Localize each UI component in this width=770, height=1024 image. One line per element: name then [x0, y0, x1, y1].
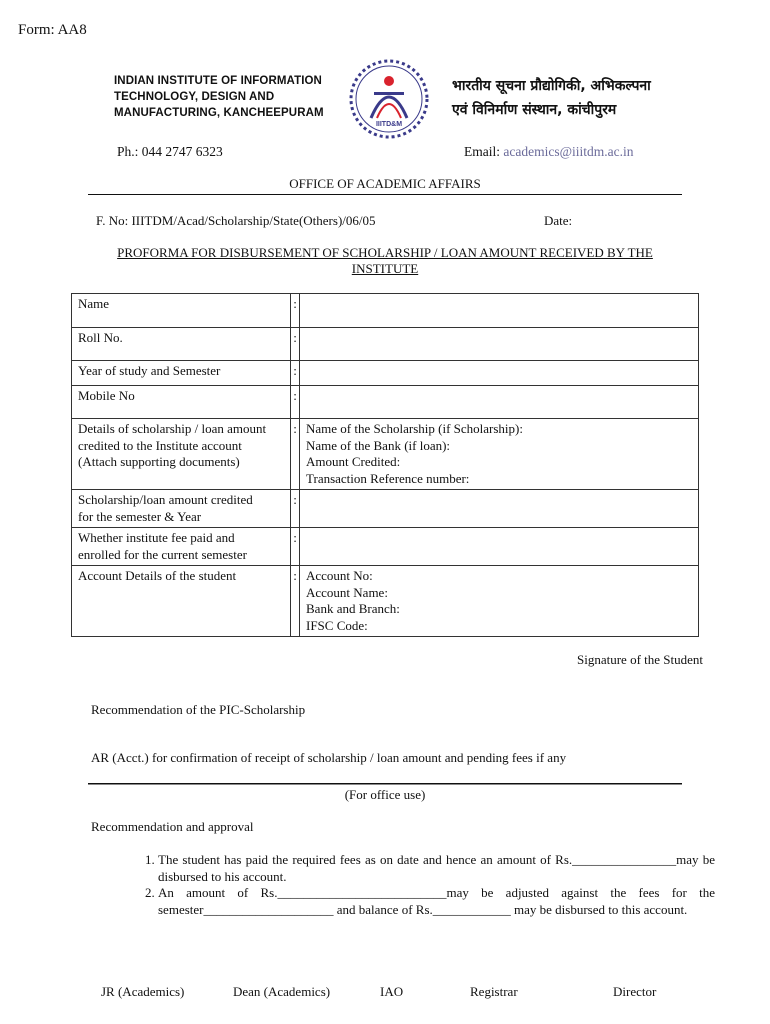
- institute-name-hindi-line: एवं विनिर्माण संस्थान, कांचीपुरम: [452, 102, 617, 118]
- row-label-line: for the semester & Year: [78, 508, 202, 524]
- office-use-divider: [88, 783, 682, 785]
- proforma-title-line: PROFORMA FOR DISBURSEMENT OF SCHOLARSHIP / LOAN AMOUNT RECEIVED BY THE: [117, 245, 653, 260]
- row-label-line: Year of study and Semester: [78, 363, 221, 378]
- field-line: Bank and Branch:: [306, 601, 400, 616]
- row-label: [72, 328, 291, 361]
- row-label-line: Account Details of the student: [78, 568, 237, 583]
- scholarship-details-field[interactable]: [300, 419, 699, 490]
- form-id: Form: AA8: [18, 22, 87, 38]
- approval-item: 1. The student has paid the required fees as on date and hence an amount of Rs.________________may be disbursed to his account.: [158, 852, 715, 885]
- row-label: [72, 361, 291, 386]
- institute-name-english: [114, 73, 324, 121]
- email-line: [464, 144, 634, 160]
- row-label-line: Roll No.: [78, 330, 123, 345]
- table-row: [72, 361, 699, 386]
- student-details-table: [71, 293, 699, 637]
- row-colon: :: [291, 566, 300, 637]
- proforma-title: [90, 245, 680, 277]
- field-line: Account No:: [306, 568, 373, 583]
- date-label: Date:: [544, 213, 573, 228]
- field-line: Account Name:: [306, 584, 388, 600]
- row-colon: :: [291, 328, 300, 361]
- institute-logo: [346, 56, 432, 142]
- approval-list: [122, 852, 715, 918]
- field-line: IFSC Code:: [306, 617, 368, 633]
- institute-name-hindi-line: भारतीय सूचना प्रौद्योगिकी, अभिकल्पना: [452, 78, 651, 94]
- file-number: F. No: IIITDM/Acad/Scholarship/State(Others)/06/05: [96, 213, 376, 228]
- field-line: Amount Credited:: [306, 454, 401, 469]
- row-label-line: credited to the Institute account: [78, 437, 242, 453]
- signatory-dean-academics: Dean (Academics): [233, 984, 331, 999]
- field-line: Name of the Bank (if loan):: [306, 437, 451, 453]
- header-divider: [88, 194, 682, 195]
- signatory-jr-academics: JR (Academics): [101, 984, 185, 999]
- office-use-heading: (For office use): [344, 787, 426, 802]
- row-label: [72, 386, 291, 419]
- field-line: Name of the Scholarship (if Scholarship):: [306, 421, 523, 436]
- row-label-line: (Attach supporting documents): [78, 454, 240, 469]
- row-colon: :: [291, 361, 300, 386]
- ar-confirmation-label: AR (Acct.) for confirmation of receipt of scholarship / loan amount and pending fees if any: [91, 750, 567, 765]
- row-label: [72, 566, 291, 637]
- roll-no-field[interactable]: [300, 328, 699, 361]
- row-colon: :: [291, 294, 300, 328]
- recommendation-approval-label: Recommendation and approval: [91, 819, 254, 834]
- row-label-line: Name: [78, 296, 110, 311]
- institute-name-line: TECHNOLOGY, DESIGN AND: [114, 91, 275, 103]
- institute-name-line: MANUFACTURING, KANCHEEPURAM: [114, 107, 324, 119]
- logo-text: IIITD&M: [375, 121, 403, 128]
- mobile-no-field[interactable]: [300, 386, 699, 419]
- row-label-line: Whether institute fee paid and: [78, 530, 235, 545]
- institute-name-line: INDIAN INSTITUTE OF INFORMATION: [114, 75, 322, 87]
- row-label-line: Scholarship/loan amount credited: [78, 492, 253, 507]
- name-field[interactable]: [300, 294, 699, 328]
- row-colon: :: [291, 528, 300, 566]
- row-label: [72, 490, 291, 528]
- row-label: [72, 294, 291, 328]
- row-colon: :: [291, 386, 300, 419]
- table-row: [72, 328, 699, 361]
- account-details-field[interactable]: [300, 566, 699, 637]
- row-colon: :: [291, 419, 300, 490]
- pic-recommendation-label: Recommendation of the PIC-Scholarship: [91, 702, 306, 717]
- field-line: Transaction Reference number:: [306, 470, 470, 486]
- fee-paid-field[interactable]: [300, 528, 699, 566]
- proforma-title-line: INSTITUTE: [351, 261, 419, 276]
- phone-number: Ph.: 044 2747 6323: [117, 144, 223, 159]
- institute-name-hindi: [452, 74, 651, 122]
- student-signature-label: Signature of the Student: [577, 652, 704, 667]
- signatory-registrar: Registrar: [470, 984, 518, 999]
- approval-item: 2. An amount of Rs.__________________________may be adjusted against the fees for the semester____________________ and balance of Rs.____________ may be disbursed to this account.: [158, 885, 715, 918]
- table-row: [72, 566, 699, 637]
- row-label-line: enrolled for the current semester: [78, 546, 247, 562]
- amount-credited-field[interactable]: [300, 490, 699, 528]
- table-row: [72, 294, 699, 328]
- row-label: [72, 528, 291, 566]
- row-colon: :: [291, 490, 300, 528]
- row-label-line: Details of scholarship / loan amount: [78, 421, 267, 436]
- table-row: [72, 419, 699, 490]
- signatory-iao: IAO: [380, 984, 404, 999]
- signatories-row: [0, 984, 770, 1004]
- row-label-line: Mobile No: [78, 388, 135, 403]
- table-row: [72, 490, 699, 528]
- row-label: [72, 419, 291, 490]
- year-semester-field[interactable]: [300, 361, 699, 386]
- signatory-director: Director: [613, 984, 657, 999]
- email-label: Email:: [464, 144, 500, 159]
- table-row: [72, 528, 699, 566]
- office-title: OFFICE OF ACADEMIC AFFAIRS: [289, 176, 481, 191]
- table-row: [72, 386, 699, 419]
- email-link[interactable]: academics@iiitdm.ac.in: [503, 144, 634, 159]
